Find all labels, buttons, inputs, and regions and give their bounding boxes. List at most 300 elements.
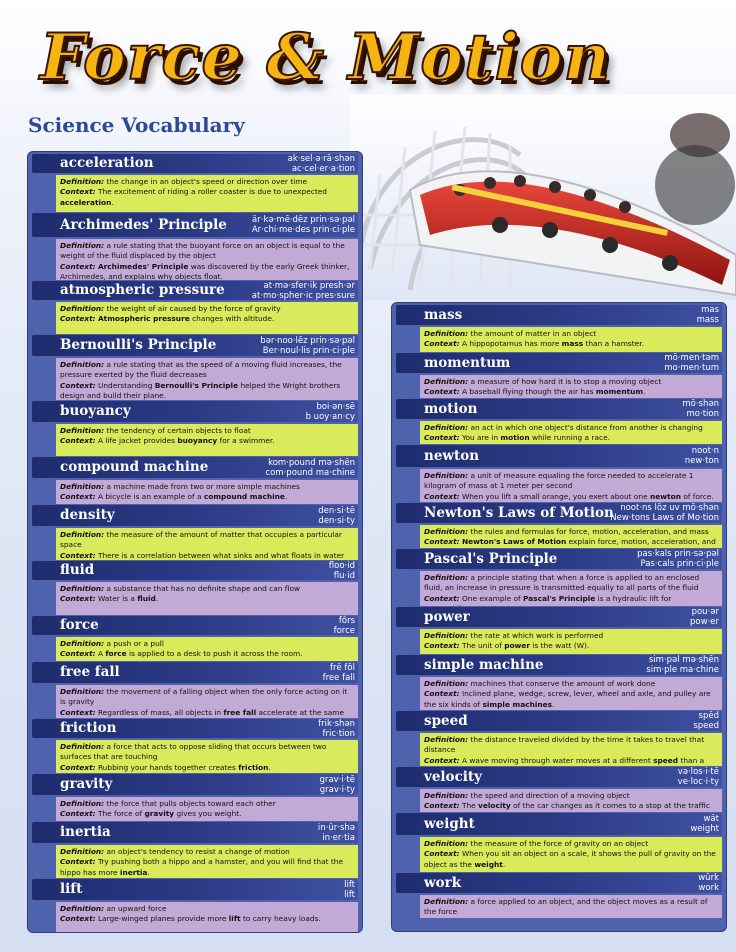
context-text-before: Understanding (97, 380, 155, 390)
term-word: velocity (424, 769, 482, 785)
vocab-entry (28, 154, 362, 213)
pronunciation-phonetic: frik·shən (318, 719, 355, 729)
term-heading (32, 281, 358, 300)
context-term: newton (650, 491, 681, 501)
context-term: Newton's Laws of Motion (461, 537, 567, 547)
term-heading (32, 213, 358, 237)
term-word: density (60, 507, 115, 523)
context-term: free fall (223, 707, 257, 717)
context-text-before: The excitement of riding a roller coaster is due to unexpected (97, 187, 327, 197)
term-definition (420, 789, 722, 812)
context-text-before: One example of (461, 593, 523, 603)
term-pronunciation (678, 767, 719, 787)
term-heading (32, 401, 358, 422)
term-pronunciation (664, 353, 719, 373)
context-text-before: Water is a (97, 594, 138, 604)
term-pronunciation (690, 607, 719, 627)
definition-label: Definition: (424, 679, 469, 688)
definition-label: Definition: (60, 847, 105, 856)
vocab-entry (392, 607, 726, 655)
context-label: Context: (60, 380, 96, 390)
context-label: Context: (424, 801, 460, 811)
pronunciation-syllables: Pas·cals prin·ci·ple (640, 559, 719, 569)
term-pronunciation (318, 506, 355, 526)
term-pronunciation (306, 402, 355, 422)
definition-text: a machine made from two or more simple machines (106, 482, 300, 491)
definition-label: Definition: (60, 904, 105, 913)
pronunciation-syllables: new·ton (684, 456, 719, 466)
pronunciation-syllables: ve·loc·i·ty (677, 777, 719, 787)
definition-text: a force applied to an object, and the object moves as a result of the force (424, 897, 708, 917)
context-label: Context: (424, 641, 460, 651)
pronunciation-phonetic: at·mə·sfer·ik presh·ər (263, 281, 355, 291)
term-pronunciation (252, 215, 355, 235)
term-pronunciation (685, 446, 719, 466)
definition-text: a rule stating that as the speed of a moving fluid increases, the pressure exerted by the fluid decreases (60, 360, 342, 380)
definition-text: an object's tendency to resist a change of motion (106, 847, 290, 856)
context-term: force (105, 649, 127, 659)
term-word: gravity (60, 776, 113, 792)
definition-label: Definition: (60, 639, 105, 648)
pronunciation-syllables: Ar·chi·me·des prin·ci·ple (251, 225, 355, 235)
term-heading (32, 719, 358, 738)
definition-text: the measure of the force of gravity on an object (470, 839, 649, 848)
definition-label: Definition: (60, 584, 105, 593)
context-label: Context: (60, 492, 96, 502)
context-term: friction (238, 762, 269, 772)
context-text-before: A (97, 649, 106, 659)
context-label: Context: (60, 436, 96, 446)
pronunciation-phonetic: boi·ən·sē (316, 401, 355, 412)
context-label: Context: (424, 689, 460, 699)
definition-label: Definition: (60, 482, 105, 491)
term-definition (420, 327, 722, 352)
context-label: Context: (424, 491, 460, 501)
term-definition (56, 582, 358, 615)
term-pronunciation (693, 711, 719, 731)
context-text-after: was discovered by the early Greek thinker, Archimedes, and explains why objects float. (60, 261, 350, 280)
pronunciation-phonetic: mō·shən (682, 399, 719, 409)
pronunciation-syllables: fric·tion (322, 729, 355, 739)
context-term: speed (653, 755, 679, 765)
context-term: weight (474, 859, 503, 869)
definition-text: a principle stating that when a force is applied to an enclosed fluid, an increase in pressure is transmitted equally to all parts of the fluid (424, 573, 700, 593)
context-text-after: accelerate at the same (258, 707, 345, 717)
vocab-entry (392, 711, 726, 767)
term-word: Pascal's Principle (424, 551, 558, 567)
term-heading (396, 655, 722, 675)
definition-label: Definition: (60, 742, 105, 751)
vocab-entry (392, 813, 726, 873)
definition-text: the rules and formulas for force, motion, acceleration, and mass (470, 527, 709, 536)
pronunciation-syllables: mass (696, 315, 719, 325)
vocab-entry (392, 399, 726, 445)
vocab-entry (392, 549, 726, 607)
pronunciation-syllables: flu·id (333, 571, 355, 581)
definition-label: Definition: (60, 360, 105, 369)
term-heading (396, 813, 722, 835)
context-text-before: Inclined plane, wedge, screw, lever, wheel and axle, and pulley are the six kinds of (424, 689, 711, 709)
context-term: inertia (119, 867, 148, 877)
definition-label: Definition: (60, 530, 105, 539)
context-text-before: A life jacket provides (97, 436, 178, 446)
definition-label: Definition: (60, 241, 105, 250)
context-text-after: than a (680, 755, 705, 765)
term-heading (32, 822, 358, 843)
context-term: gravity (144, 809, 175, 819)
definition-label: Definition: (60, 799, 105, 808)
context-term: motion (500, 433, 530, 443)
definition-text: the rate at which work is performed (470, 631, 604, 640)
context-text-before: When you sit an object on a scale, it shows the pull of gravity on the object as the (424, 849, 716, 869)
term-definition (56, 302, 358, 334)
context-text-before: A hippopotamus has more (461, 339, 562, 349)
pronunciation-phonetic: mas (701, 305, 719, 315)
term-heading (32, 335, 358, 356)
term-pronunciation (646, 655, 719, 675)
pronunciation-phonetic: mō·men·təm (664, 353, 719, 363)
term-heading (32, 662, 358, 683)
term-word: work (424, 875, 462, 891)
pronunciation-phonetic: wāt (703, 814, 719, 824)
term-heading (396, 549, 722, 569)
term-heading (32, 505, 358, 526)
term-definition (420, 733, 722, 766)
vocab-entry (28, 561, 362, 616)
pronunciation-syllables: force (333, 626, 355, 636)
definition-label: Definition: (424, 471, 469, 480)
context-label: Context: (60, 857, 96, 867)
term-word: acceleration (60, 155, 154, 171)
vocab-entry (28, 662, 362, 719)
pronunciation-phonetic: lift (344, 879, 355, 890)
context-text-before: When you lift a small orange, you exert about one (461, 491, 650, 501)
context-label: Context: (424, 339, 460, 349)
page-subtitle: Science Vocabulary (28, 113, 245, 137)
pronunciation-phonetic: sim·pəl mə·shēn (648, 655, 719, 665)
term-word: lift (60, 881, 83, 897)
pronunciation-phonetic: pas·kals prin·sə·pəl (637, 549, 719, 559)
term-definition (420, 421, 722, 444)
term-definition (56, 797, 358, 821)
vocab-entry (28, 719, 362, 774)
vocab-entry (28, 879, 362, 933)
definition-text: the amount of matter in an object (470, 329, 597, 338)
definition-label: Definition: (60, 426, 105, 435)
pronunciation-phonetic: fôrs (338, 616, 355, 626)
term-word: atmospheric pressure (60, 282, 225, 298)
context-label: Context: (60, 914, 96, 924)
context-term: Pascal's Principle (522, 593, 596, 603)
context-label: Context: (60, 550, 96, 560)
term-word: compound machine (60, 459, 209, 475)
term-heading (396, 399, 722, 419)
context-text-before: The force of (97, 809, 145, 819)
term-definition (420, 629, 722, 654)
definition-label: Definition: (60, 687, 105, 696)
pronunciation-phonetic: den·si·tē (318, 505, 355, 516)
term-pronunciation (344, 880, 355, 900)
vocab-entry (28, 505, 362, 561)
vocab-entry (28, 822, 362, 879)
context-text-before: Rubbing your hands together creates (97, 762, 239, 772)
context-term: mass (561, 339, 584, 349)
definition-text: machines that conserve the amount of work done (470, 679, 656, 688)
term-pronunciation (690, 814, 719, 834)
context-text-after: . (268, 762, 271, 772)
context-label: Context: (424, 593, 460, 603)
definition-text: a measure of how hard it is to stop a moving object (470, 377, 662, 386)
context-term: simple machines (482, 699, 553, 709)
context-term: velocity (478, 801, 511, 811)
context-label: Context: (60, 649, 96, 659)
term-definition (56, 637, 358, 661)
term-heading (396, 873, 722, 893)
pronunciation-syllables: lift (344, 889, 355, 900)
pronunciation-syllables: work (698, 883, 719, 893)
pronunciation-syllables: ac·cel·er·a·tion (291, 164, 355, 174)
context-text-after: is applied to a desk to push it across the room. (126, 649, 303, 659)
vocab-entry (392, 305, 726, 353)
term-pronunciation (329, 561, 355, 581)
vocab-entry (28, 616, 362, 662)
context-text-before: The unit of (461, 641, 505, 651)
term-pronunciation (323, 663, 355, 683)
pronunciation-syllables: grav·i·ty (319, 784, 355, 795)
context-text-after: is the watt (W). (530, 641, 590, 651)
term-word: speed (424, 713, 468, 729)
context-text-after: . (502, 859, 506, 869)
term-pronunciation (682, 399, 719, 419)
context-text-before: There is a correlation between what sinks and what floats in water (97, 550, 345, 560)
vocab-entry (392, 503, 726, 549)
term-word: free fall (60, 664, 120, 680)
term-word: simple machine (424, 657, 544, 673)
context-label: Context: (424, 537, 460, 547)
pronunciation-phonetic: in·ûr·shə (317, 822, 355, 833)
vocab-entry (28, 401, 362, 457)
term-definition (420, 469, 722, 502)
vocab-entry (28, 335, 362, 401)
context-text-after: changes with altitude. (189, 314, 275, 324)
definition-text: the movement of a falling object when the only force acting on it is gravity (60, 687, 348, 707)
context-label: Context: (60, 594, 96, 604)
vocab-entry (392, 873, 726, 919)
context-text-after: is a hydraulic lift for (597, 593, 672, 603)
pronunciation-syllables: weight (690, 824, 719, 834)
definition-label: Definition: (60, 177, 105, 186)
definition-label: Definition: (424, 735, 469, 744)
context-label: Context: (60, 187, 96, 197)
term-heading (32, 561, 358, 580)
term-pronunciation (260, 336, 355, 356)
vocab-entry (392, 445, 726, 503)
pronunciation-phonetic: är·kə·mē·dēz prin·sə·pəl (252, 215, 355, 225)
context-text-after: of the car changes as it comes to a stop at the traffic (513, 801, 710, 811)
context-term: acceleration (60, 197, 112, 207)
vocab-entry (392, 655, 726, 711)
context-text-after: . (643, 387, 646, 397)
definition-text: a push or a pull (106, 639, 164, 648)
context-text-before: A bicycle is an example of a (97, 492, 204, 502)
context-term: Archimedes' Principle (97, 261, 189, 271)
pronunciation-syllables: pow·er (690, 617, 719, 627)
term-pronunciation (320, 775, 355, 795)
context-text-before: You are in (461, 433, 501, 443)
pronunciation-phonetic: floo·id (328, 561, 355, 571)
pronunciation-phonetic: kom·pound mə·shēn (268, 457, 355, 468)
term-heading (396, 305, 722, 325)
term-heading (396, 353, 722, 373)
term-word: Bernoulli's Principle (60, 337, 217, 353)
pronunciation-syllables: b uoy·an·cy (305, 411, 355, 422)
definition-text: a unit of measure equaling the force needed to accelerate 1 kilogram of mass at 1 meter per second (424, 471, 694, 491)
term-pronunciation (334, 616, 355, 636)
term-heading (396, 767, 722, 787)
context-term: momentum (595, 387, 644, 397)
context-text-after: explain force, motion, acceleration, and (568, 537, 716, 547)
context-text-after: gives you weight. (174, 809, 242, 819)
term-word: inertia (60, 824, 111, 840)
term-word: force (60, 617, 99, 633)
term-word: newton (424, 448, 480, 464)
term-definition (56, 740, 358, 773)
definition-text: the distance traveled divided by the time it takes to travel that distance (424, 735, 705, 755)
term-pronunciation (252, 281, 355, 301)
definition-label: Definition: (424, 791, 469, 800)
vocabulary-column-left (27, 151, 363, 933)
pronunciation-syllables: Ber·noul·lis prin·ci·ple (262, 345, 355, 356)
term-definition (420, 837, 722, 872)
vocab-entry (392, 767, 726, 813)
roller-coaster-photo (350, 95, 736, 300)
term-heading (32, 154, 358, 173)
context-label: Context: (60, 762, 96, 772)
definition-text: the measure of the amount of matter that occupies a particular space (60, 530, 342, 550)
vocab-entry (28, 774, 362, 822)
definition-label: Definition: (424, 329, 469, 338)
term-heading (396, 445, 722, 467)
vocab-entry (392, 353, 726, 399)
definition-text: the speed and direction of a moving object (470, 791, 630, 800)
term-pronunciation (697, 305, 719, 325)
pronunciation-phonetic: spēd (698, 711, 719, 721)
definition-label: Definition: (424, 527, 469, 536)
pronunciation-syllables: New·tons Laws of Mo·tion (610, 513, 719, 523)
pronunciation-syllables: in·er·tia (322, 832, 355, 843)
context-text-after: helped the Wright brothers design and build their plane. (60, 380, 341, 400)
context-text-before: Regardless of mass, all objects in (97, 707, 224, 717)
pronunciation-phonetic: wûrk (698, 873, 719, 883)
vocab-entry (28, 457, 362, 505)
definition-text: a rule stating that the buoyant force on an object is equal to the weight of the fluid displaced by the object (60, 241, 345, 261)
vocabulary-column-right (391, 302, 727, 932)
term-definition (56, 845, 358, 878)
definition-label: Definition: (424, 897, 469, 906)
term-definition (420, 895, 722, 918)
definition-text: the force that pulls objects toward each other (106, 799, 276, 808)
term-word: momentum (424, 355, 511, 371)
context-text-after: of force. (680, 491, 714, 501)
context-text-after: than a hamster. (583, 339, 644, 349)
definition-label: Definition: (424, 631, 469, 640)
term-word: weight (424, 816, 475, 832)
term-definition (56, 424, 358, 456)
context-text-after: . (155, 594, 159, 604)
pronunciation-phonetic: bər·noo·lēz prin·sə·pəl (260, 335, 355, 346)
term-definition (56, 358, 358, 400)
term-heading (396, 503, 722, 523)
term-heading (396, 711, 722, 731)
context-text-before: Large-winged planes provide more (97, 914, 229, 924)
definition-label: Definition: (424, 573, 469, 582)
pronunciation-syllables: com·pound ma·chine (265, 467, 355, 478)
definition-text: the change in an object's speed or direction over time (106, 177, 308, 186)
context-label: Context: (424, 387, 460, 397)
context-text-after: for a swimmer. (217, 436, 275, 446)
definition-text: a force that acts to oppose sliding that occurs between two surfaces that are touching (60, 742, 327, 762)
context-label: Context: (60, 314, 96, 324)
context-term: power (504, 641, 531, 651)
term-pronunciation (318, 719, 355, 739)
definition-label: Definition: (424, 423, 469, 432)
pronunciation-phonetic: pou·ər (691, 607, 719, 617)
page-title: Force & Motion (40, 20, 611, 95)
pronunciation-syllables: mo·men·tum (664, 363, 719, 373)
pronunciation-syllables: den·si·ty (318, 515, 355, 526)
pronunciation-phonetic: noot·n (691, 446, 719, 456)
term-definition (56, 175, 358, 212)
context-label: Context: (424, 849, 460, 859)
term-heading (32, 457, 358, 478)
term-definition (420, 677, 722, 710)
context-text-after: . (147, 867, 150, 877)
context-label: Context: (60, 809, 96, 819)
pronunciation-phonetic: noot·ns lôz uv mō·shən (620, 503, 719, 513)
context-label: Context: (424, 433, 460, 443)
context-term: Atmospheric pressure (97, 314, 190, 324)
term-pronunciation (637, 549, 719, 569)
context-text-before: The (461, 801, 479, 811)
pronunciation-syllables: sim·ple ma·chine (646, 665, 719, 675)
term-word: friction (60, 720, 117, 736)
term-definition (420, 525, 722, 548)
term-pronunciation (698, 873, 719, 893)
context-label: Context: (424, 755, 460, 765)
term-definition (420, 375, 722, 398)
term-heading (396, 607, 722, 627)
pronunciation-phonetic: grav·i·tē (319, 774, 355, 785)
context-text-after: . (284, 492, 288, 502)
definition-label: Definition: (424, 839, 469, 848)
term-word: Newton's Laws of Motion (424, 505, 614, 521)
context-text-before: Try pushing both a hippo and a hamster, and you will find that the hippo has more (60, 857, 344, 877)
term-heading (32, 616, 358, 635)
pronunciation-phonetic: və·los·i·tē (677, 767, 719, 777)
context-text-before: A wave moving through water moves at a different (461, 755, 654, 765)
definition-text: the weight of air caused by the force of gravity (106, 304, 281, 313)
term-definition (420, 571, 722, 606)
context-text-after: . (552, 699, 555, 709)
term-definition (56, 239, 358, 280)
context-text-before: A baseball flying though the air has (461, 387, 596, 397)
term-word: power (424, 609, 470, 625)
definition-text: the tendency of certain objects to float (106, 426, 251, 435)
term-definition (56, 685, 358, 718)
definition-text: an upward force (106, 904, 167, 913)
term-word: Archimedes' Principle (60, 217, 227, 233)
definition-text: a substance that has no definite shape and can flow (106, 584, 301, 593)
